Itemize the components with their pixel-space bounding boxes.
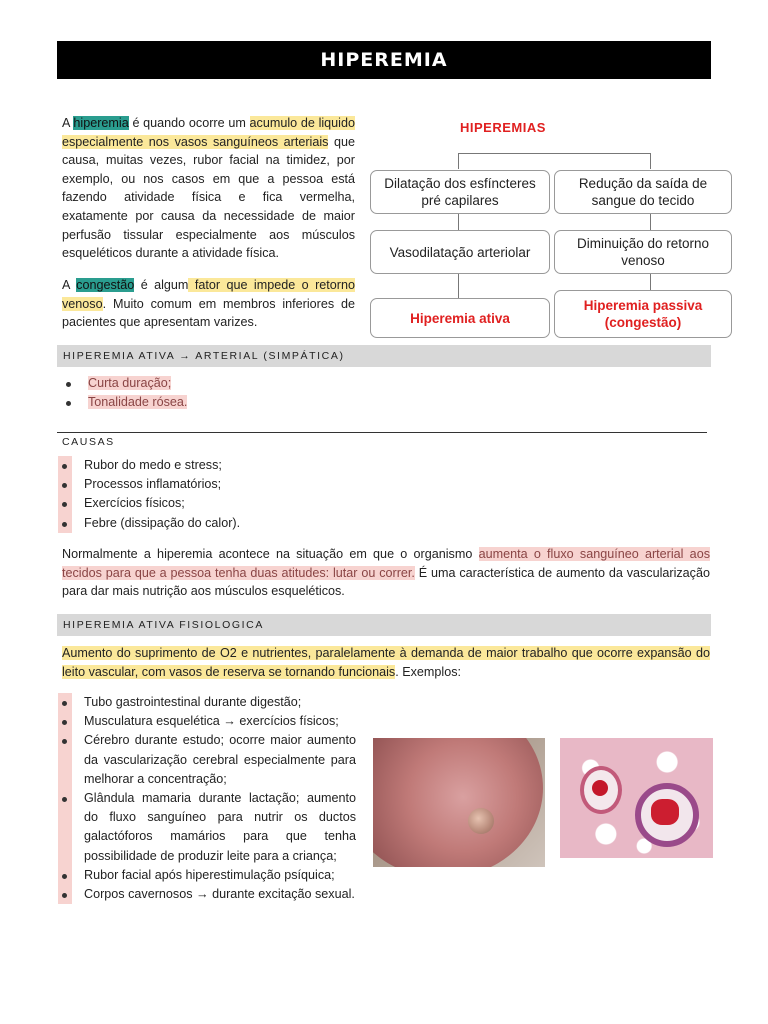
list-item [58, 456, 458, 475]
list-item [58, 789, 356, 866]
bullet-icon [58, 885, 72, 904]
list-item-text: Rubor facial após hiperestimulação psíquica; [84, 867, 335, 882]
text-run: é algum [134, 278, 189, 292]
breast-photo [373, 738, 545, 867]
bullet-icon [62, 374, 76, 393]
text-run: . Exemplos: [395, 664, 462, 679]
list-item [62, 374, 362, 393]
list-item [58, 712, 356, 731]
characteristics-list [62, 374, 362, 412]
list-item-text: Curta duração; [88, 376, 172, 390]
list-item-text: Febre (dissipação do calor). [84, 515, 241, 530]
bullet-icon [58, 475, 72, 494]
histology-photo [560, 738, 713, 858]
list-item-text: Processos inflamatórios; [84, 477, 222, 492]
highlighted-text: hiperemia [73, 116, 129, 130]
list-item-text: Cérebro durante estudo; ocorre maior aumento da vascularização cerebral especialmente para melhorar a concentração; [84, 733, 356, 786]
list-item [58, 866, 356, 885]
list-item [58, 885, 356, 904]
section-heading-hiperemia-ativa: HIPEREMIA ATIVA → ARTERIAL (SIMPÁTICA) [57, 345, 711, 367]
bullet-icon [58, 789, 72, 866]
causes-heading: CAUSAS [62, 436, 115, 448]
box-hiperemia-passiva: Hiperemia passiva (congestão) [554, 290, 732, 338]
text-run: . Muito comum em membros inferiores de pacientes que apresentam varizes. [62, 296, 355, 330]
list-item-text: Tubo gastrointestinal durante digestão; [84, 695, 302, 709]
highlighted-text: fator que impede o retorno venoso [62, 278, 355, 311]
box-hiperemia-ativa: Hiperemia ativa [370, 298, 550, 338]
paragraph-lutar-correr [62, 545, 710, 601]
list-item [62, 393, 362, 412]
text-run: A [62, 278, 77, 292]
page-title: HIPEREMIA [57, 41, 711, 79]
box-diminuicao-retorno: Diminuição do retorno venoso [554, 230, 732, 274]
bullet-icon [58, 693, 72, 712]
list-item-text: Corpos cavernosos → durante excitação sexual. [84, 887, 355, 902]
intro-paragraph-congestao [62, 276, 355, 332]
diagram-title: HIPEREMIAS [460, 120, 546, 135]
divider [57, 432, 707, 433]
list-item-text: Exercícios físicos; [84, 496, 185, 511]
list-item-text: Glândula mamaria durante lactação; aumento do fluxo sanguíneo para nutrir os ductos galactóforos mamários para que tenha possibilidade de produzir leite para a criança; [84, 791, 356, 863]
intro-paragraph-hiperemia [62, 114, 355, 263]
bullet-icon [58, 514, 72, 533]
highlighted-text: congestão [76, 278, 135, 292]
list-item [58, 731, 356, 789]
bullet-icon [58, 866, 72, 885]
box-vasodilatacao: Vasodilatação arteriolar [370, 230, 550, 274]
paragraph-fisiologica [62, 644, 710, 681]
highlighted-text: aumenta o fluxo sanguíneo arterial aos tecidos para que a pessoa tenha duas atitudes: lutar ou correr. [62, 547, 710, 580]
causes-list [58, 456, 458, 533]
text-run: É uma característica de aumento da vascularização para dar mais nutrição aos músculos esqueléticos. [62, 565, 710, 599]
list-item [58, 514, 458, 533]
list-item-text: Musculatura esquelética → exercícios físicos; [84, 714, 339, 729]
bullet-icon [58, 712, 72, 731]
text-run: A [62, 116, 74, 130]
box-reducao-saida: Redução da saída de sangue do tecido [554, 170, 732, 214]
text-run: Normalmente a hiperemia acontece na situação em que o organismo [62, 547, 479, 561]
list-item-text: Tonalidade rósea. [88, 395, 188, 410]
box-dilatacao: Dilatação dos esfíncteres pré capilares [370, 170, 550, 214]
list-item [58, 494, 458, 513]
list-item-text: Rubor do medo e stress; [84, 458, 222, 472]
text-run: que causa, muitas vezes, rubor facial na timidez, por exemplo, ou nos casos em que a pessoa está fazendo atividade física e fica vermelha, exatamente por causa da necessidade de maior perfusão tissular especialmente aos músculos esqueléticos durante a atividade física. [62, 134, 355, 261]
section-heading-fisiologica: HIPEREMIA ATIVA FISIOLOGICA [57, 614, 711, 636]
list-item [58, 475, 458, 494]
bullet-icon [58, 494, 72, 513]
examples-list [58, 693, 356, 904]
bullet-icon [58, 731, 72, 789]
text-run: é quando ocorre um [128, 116, 250, 130]
highlighted-text: Aumento do suprimento de O2 e nutrientes, paralelamente à demanda de maior trabalho que ocorre expansão do leito vascular, com vasos de reserva se tornando funcionais [62, 646, 710, 679]
highlighted-text: acumulo de liquido especialmente nos vasos sanguíneos arteriais [62, 116, 355, 149]
list-item [58, 693, 356, 712]
bullet-icon [58, 456, 72, 475]
bullet-icon [62, 393, 76, 412]
